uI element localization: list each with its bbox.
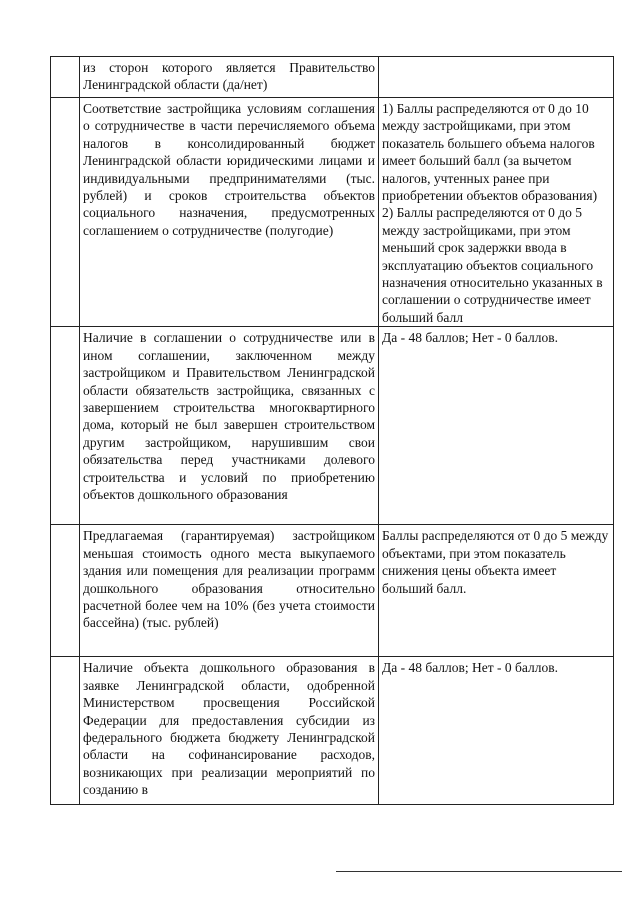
condition-cell: Соответствие застройщика условиям соглашения о сотрудничестве в части перечисляемого объема налогов в консолидированный бюджет Ленинградской области юридическими лицами и индивидуальными предпринимателями (тыс. рублей) и сроков строительства объектов социального назначения, предусмотренных соглашением о сотрудничестве (полугодие) (80, 98, 379, 327)
criteria-table (50, 56, 614, 805)
score-cell: Баллы распределяются от 0 до 5 между объектами, при этом показатель снижения цены объекта имеет больший балл. (379, 525, 614, 657)
score-cell: Да - 48 баллов; Нет - 0 баллов. (379, 327, 614, 525)
condition-cell: Наличие объекта дошкольного образования в заявке Ленинградской области, одобренной Министерством просвещения Российской Федерации для предоставления субсидии из федерального бюджета бюджету Ленинградской области на софинансирование расходов, возникающих при реализации мероприятий по созданию в (80, 657, 379, 805)
table-row (51, 57, 614, 98)
row-number-cell (51, 657, 80, 805)
score-cell: Да - 48 баллов; Нет - 0 баллов. (379, 657, 614, 805)
row-number-cell (51, 525, 80, 657)
footer-rule (336, 871, 622, 872)
table-row (51, 657, 614, 805)
row-number-cell (51, 327, 80, 525)
condition-cell: Предлагаемая (гарантируемая) застройщиком меньшая стоимость одного места выкупаемого здания или помещения для реализации программ дошкольного образования относительно расчетной более чем на 10% (без учета стоимости бассейна) (тыс. рублей) (80, 525, 379, 657)
row-number-cell (51, 57, 80, 98)
condition-cell: Наличие в соглашении о сотрудничестве или в ином соглашении, заключенном между застройщиком и Правительством Ленинградской области обязательств застройщика, связанных с завершением строительства многоквартирного дома, который не был завершен строительством другим застройщиком, нарушившим свои обязательства перед участниками долевого строительства и условий по приобретению объектов дошкольного образования (80, 327, 379, 525)
score-cell (379, 57, 614, 98)
score-cell: 1) Баллы распределяются от 0 до 10 между застройщиками, при этом показатель большего объема налогов имеет больший балл (за вычетом налогов, учтенных ранее при приобретении объектов образования) 2) Баллы распределяются от 0 до 5 между застройщиками, при этом меньший срок задержки ввода в эксплуатацию объектов социального назначения относительно указанных в соглашении о сотрудничестве имеет больший балл (379, 98, 614, 327)
table-row (51, 327, 614, 525)
table-row (51, 98, 614, 327)
table-row (51, 525, 614, 657)
row-number-cell (51, 98, 80, 327)
condition-cell: из сторон которого является Правительство Ленинградской области (да/нет) (80, 57, 379, 98)
